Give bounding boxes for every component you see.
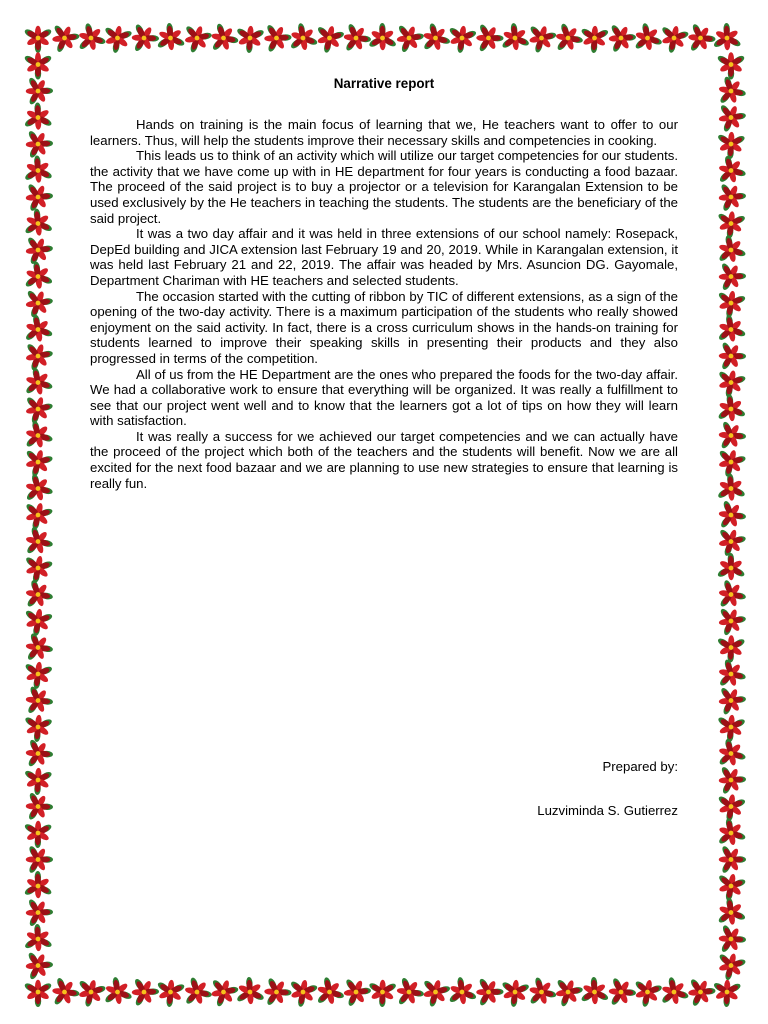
poinsettia-icon <box>445 24 478 55</box>
poinsettia-icon <box>23 980 52 1007</box>
poinsettia-icon <box>97 973 137 1013</box>
document-page <box>90 76 678 491</box>
poinsettia-icon <box>715 714 746 744</box>
poinsettia-icon <box>124 20 163 59</box>
poinsettia-icon <box>710 496 750 535</box>
poinsettia-icon <box>653 973 693 1013</box>
poinsettia-icon <box>523 22 559 57</box>
poinsettia-icon <box>710 231 750 271</box>
poinsettia-icon <box>711 763 749 800</box>
paragraph-6: It was really a success for we achieved our target competencies and we can actually have the proceed of the project which both of the teachers and the students will benefit. Now we are all excited for the next food bazaar and we are planning to use new strategies to ensure that learning is really fun. <box>90 428 678 491</box>
poinsettia-icon <box>155 979 186 1009</box>
poinsettia-icon <box>20 500 55 533</box>
poinsettia-icon <box>18 948 56 985</box>
poinsettia-icon <box>710 576 750 616</box>
poinsettia-icon <box>710 893 749 933</box>
poinsettia-icon <box>229 973 268 1012</box>
poinsettia-icon <box>17 310 57 350</box>
paragraph-5: All of us from the HE Department are the ones who prepared the foods for the two-day affair. We had a collaborative work to ensure that everything will be organized. It was really a fulfillment to see that our project went well and to know that the learners got a lot of tips on how they will learn with satisfaction. <box>90 366 678 429</box>
poinsettia-icon <box>712 604 749 640</box>
poinsettia-icon <box>17 417 57 457</box>
poinsettia-icon <box>711 417 750 456</box>
poinsettia-icon <box>468 20 507 58</box>
poinsettia-icon <box>710 814 750 854</box>
poinsettia-icon <box>710 390 749 430</box>
poinsettia-icon <box>20 446 55 480</box>
poinsettia-icon <box>713 950 748 983</box>
document-title: Narrative report <box>333 76 435 91</box>
poinsettia-icon <box>601 21 639 58</box>
poinsettia-icon <box>18 867 56 906</box>
poinsettia-icon <box>712 101 749 137</box>
paragraph-1: Hands on training is the main focus of learning that we, He teachers want to offer to our learners. Thus, will help the students improve their necessary skills and competencies in cooking. <box>90 117 678 148</box>
poinsettia-icon <box>711 259 750 297</box>
prepared-by-label: Prepared by: <box>602 759 678 774</box>
poinsettia-icon <box>712 683 750 720</box>
poinsettia-icon <box>44 973 84 1012</box>
poinsettia-icon <box>23 26 52 53</box>
poinsettia-icon <box>712 979 742 1007</box>
poinsettia-icon <box>257 21 295 58</box>
poinsettia-icon <box>17 363 57 403</box>
poinsettia-icon <box>388 973 428 1012</box>
poinsettia-icon <box>17 152 56 191</box>
poinsettia-icon <box>234 25 265 54</box>
poinsettia-icon <box>176 973 216 1013</box>
poinsettia-icon <box>499 978 531 1008</box>
poinsettia-icon <box>178 22 214 57</box>
poinsettia-icon <box>547 19 587 59</box>
poinsettia-icon <box>681 975 719 1012</box>
poinsettia-icon <box>368 980 398 1008</box>
poinsettia-icon <box>124 974 163 1012</box>
poinsettia-icon <box>716 635 746 663</box>
poinsettia-icon <box>710 735 750 775</box>
poinsettia-icon <box>711 180 749 217</box>
paragraph-2: This leads us to think of an activity which will utilize our target competencies for our students. the activity that we have come up with in HE department for four years is conducting a food bazaar. The proceed of the said project is to buy a projector or a television for Karangalan Extension to be used exclusively by the He teachers in teaching the students. The students are the beneficiary of the said project. <box>90 148 678 226</box>
poinsettia-icon <box>714 289 747 320</box>
poinsettia-icon <box>22 660 54 691</box>
preparer-name: Luzviminda S. Gutierrez <box>537 803 678 818</box>
poinsettia-icon <box>17 470 57 510</box>
poinsettia-icon <box>23 767 54 796</box>
poinsettia-icon <box>17 523 57 563</box>
poinsettia-icon <box>711 549 749 588</box>
poinsettia-icon <box>45 21 82 57</box>
poinsettia-icon <box>715 210 747 240</box>
poinsettia-icon <box>256 974 295 1013</box>
poinsettia-icon <box>441 973 480 1013</box>
poinsettia-icon <box>579 25 610 54</box>
poinsettia-icon <box>711 842 750 880</box>
poinsettia-icon <box>101 24 134 55</box>
poinsettia-icon <box>17 205 56 245</box>
poinsettia-icon <box>17 257 56 297</box>
poinsettia-icon <box>390 21 427 57</box>
poinsettia-icon <box>203 19 243 59</box>
poinsettia-icon <box>680 20 720 59</box>
poinsettia-icon <box>716 52 745 79</box>
poinsettia-icon <box>21 553 55 585</box>
poinsettia-icon <box>657 23 691 56</box>
poinsettia-icon <box>22 714 53 744</box>
document-body <box>90 117 678 491</box>
paragraph-3: It was a two day affair and it was held in three extensions of our school namely: Rosepack, DepEd building and JICA extension last February 19 and 20, 2019. While in Karangalan extension, it was held last February 21 and 22, 2019. The affair was headed by Mrs. Asuncion DG. Gayomale, Department Chariman with HE teachers and selected students. <box>90 226 678 288</box>
poinsettia-icon <box>17 920 56 959</box>
poinsettia-icon <box>716 131 747 160</box>
poinsettia-icon <box>21 607 54 638</box>
paragraph-4: The occasion started with the cutting of ribbon by TIC of different extensions, as a sign of the opening of the two-day activity. There is a maximum participation of the students who really showed enjoyment on the said activity. In fact, there is a cross curriculum shows in the hands-on training for students learned to improve their speaking skills in presenting their products and they also progressed in terms of the competition. <box>90 288 678 366</box>
poinsettia-icon <box>335 20 375 59</box>
poinsettia-icon <box>601 974 640 1013</box>
poinsettia-icon <box>23 821 53 849</box>
poinsettia-icon <box>20 393 56 428</box>
poinsettia-icon <box>468 974 507 1012</box>
poinsettia-icon <box>714 792 747 823</box>
poinsettia-icon <box>521 973 561 1013</box>
poinsettia-icon <box>710 470 749 509</box>
poinsettia-icon <box>18 99 57 138</box>
poinsettia-icon <box>312 23 347 56</box>
poinsettia-icon <box>23 52 52 79</box>
poinsettia-icon <box>711 921 750 960</box>
poinsettia-icon <box>711 338 750 376</box>
poinsettia-icon <box>710 310 750 350</box>
poinsettia-icon <box>309 973 349 1013</box>
